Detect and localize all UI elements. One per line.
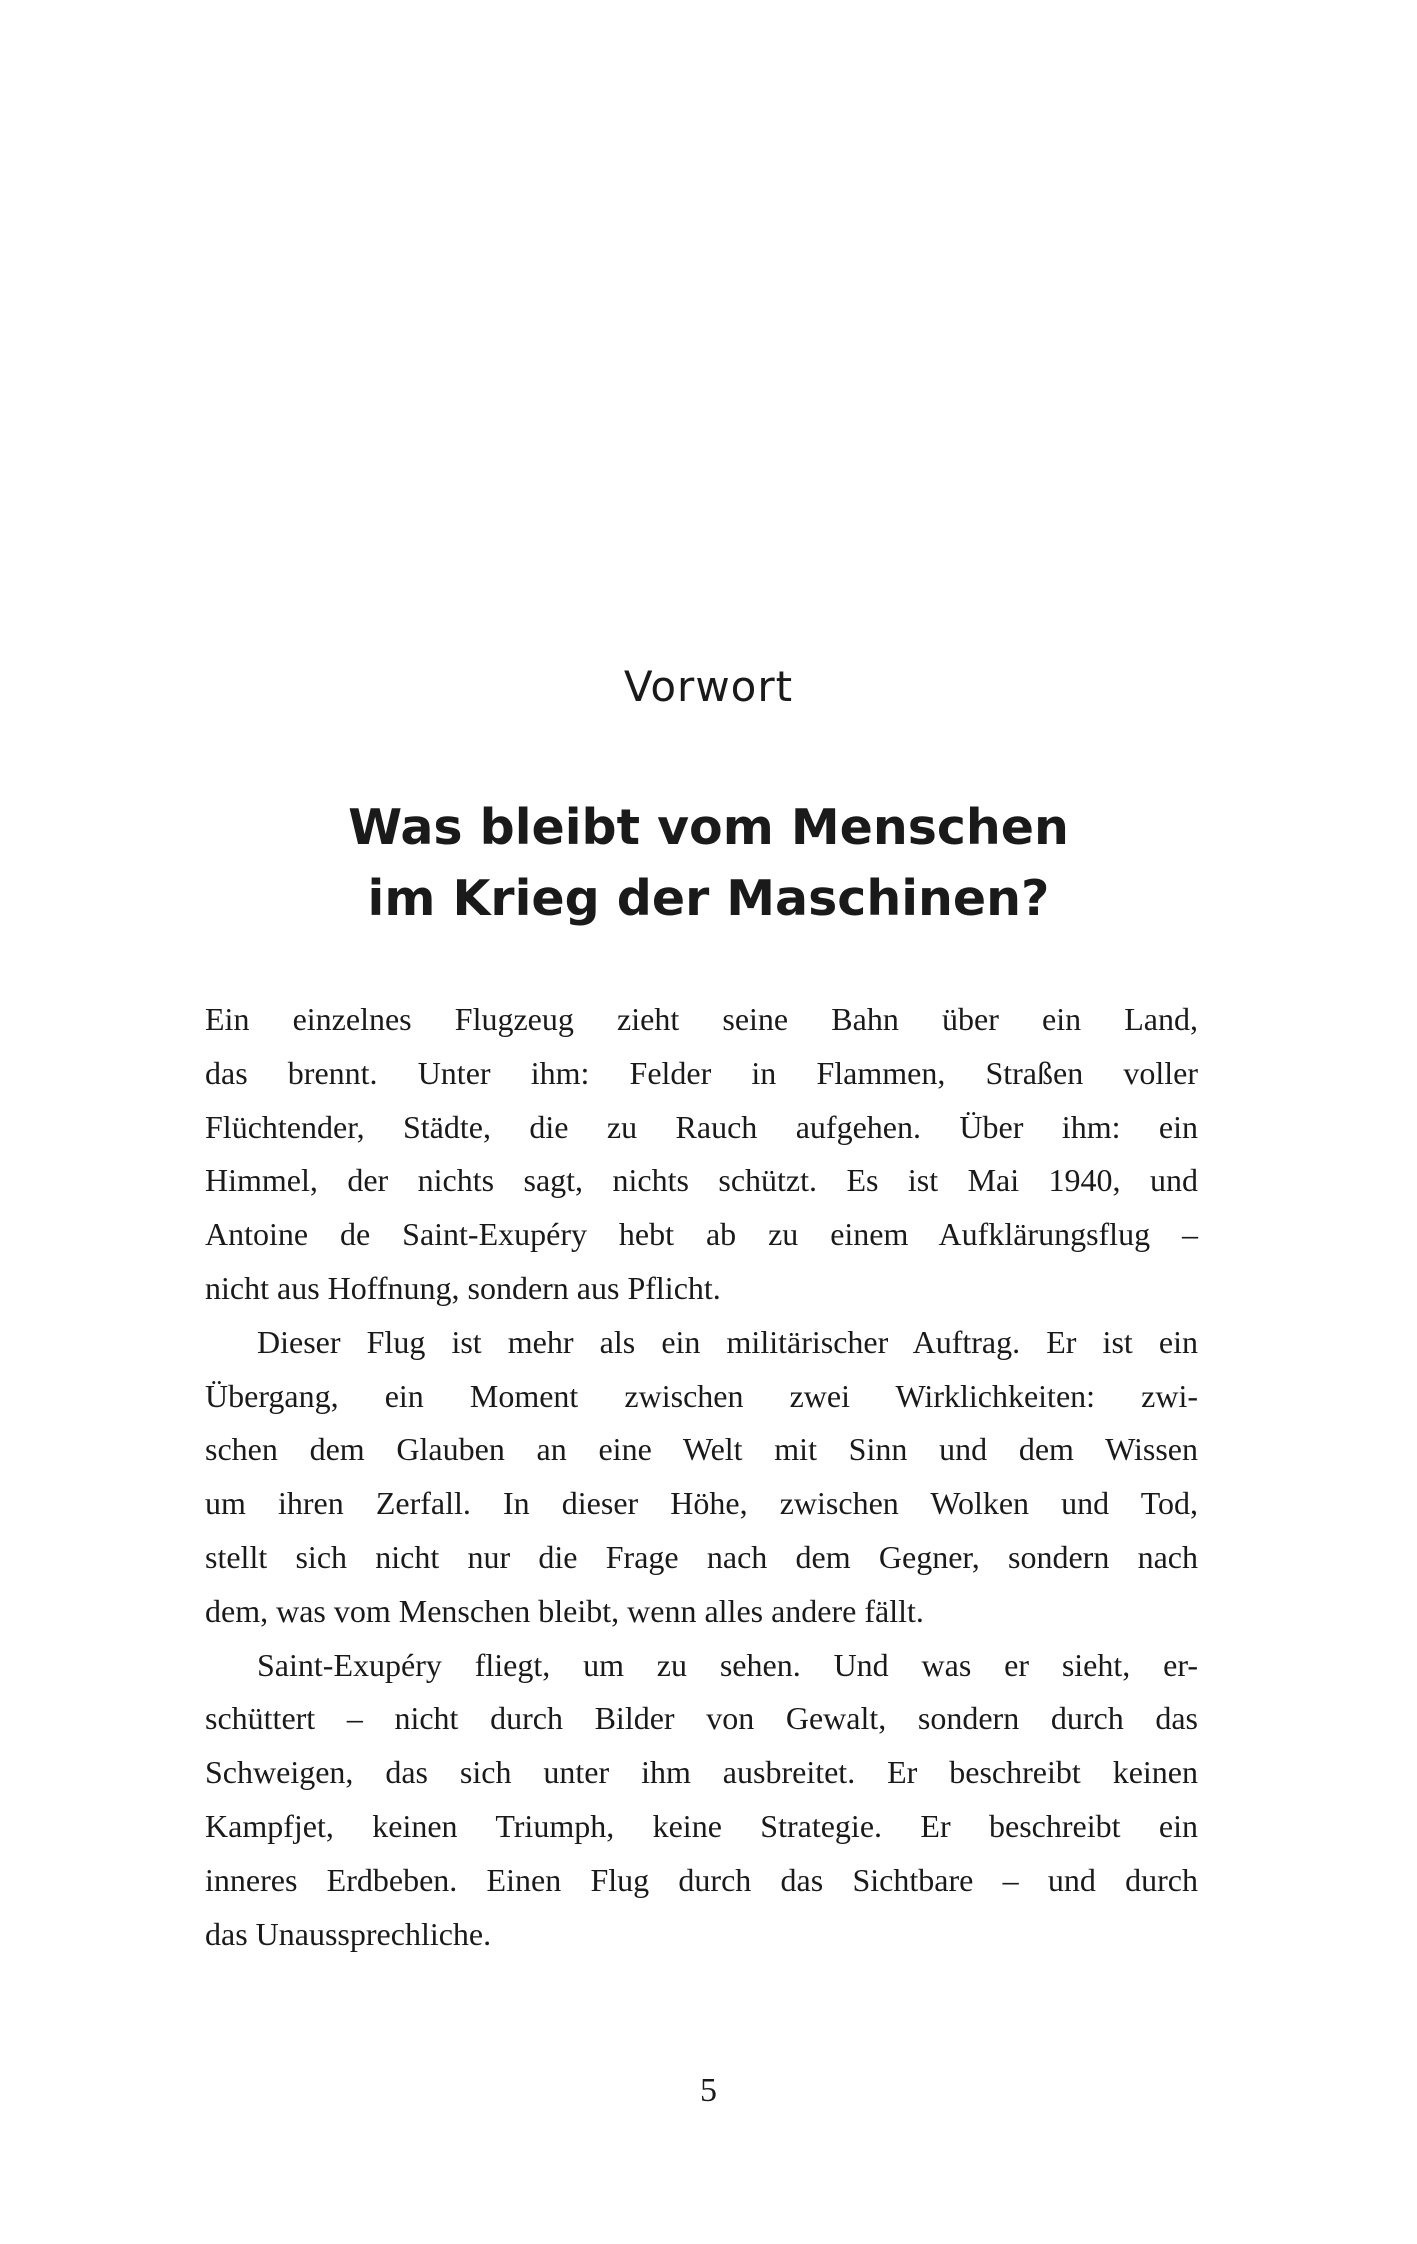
text-line: Dieser Flug ist mehr als ein militärischer Auftrag. Er ist ein [257, 1323, 1198, 1360]
text-line: Ein einzelnes Flugzeug zieht seine Bahn über ein Land, [205, 1001, 1198, 1037]
text-line: schüttert – nicht durch Bilder von Gewalt, sondern durch das [205, 1700, 1198, 1737]
paragraph [205, 1639, 1198, 1962]
text-line: das Unaussprechliche. [205, 1915, 492, 1952]
section-label: Vorwort [623, 662, 794, 711]
text-line: um ihren Zerfall. In dieser Höhe, zwischen Wolken und Tod, [205, 1485, 1198, 1522]
chapter-title [0, 792, 1417, 934]
text-line: Schweigen, das sich unter ihm ausbreitet. Er beschreibt keinen [205, 1754, 1198, 1791]
paragraph [205, 993, 1198, 1316]
text-line: Kampfjet, keinen Triumph, keine Strategie. Er beschreibt ein [205, 1807, 1198, 1844]
text-line: nicht aus Hoffnung, sondern aus Pflicht. [205, 1269, 721, 1306]
text-line: Flüchtender, Städte, die zu Rauch aufgehen. Über ihm: ein [205, 1108, 1198, 1145]
text-line: inneres Erdbeben. Einen Flug durch das Sichtbare – und durch [205, 1861, 1198, 1898]
text-line: Übergang, ein Moment zwischen zwei Wirklichkeiten: zwi- [205, 1377, 1198, 1414]
chapter-title-line: Was bleibt vom Menschen [348, 799, 1069, 856]
page-number: 5 [700, 2072, 717, 2109]
text-line: stellt sich nicht nur die Frage nach dem Gegner, sondern nach [205, 1538, 1198, 1575]
chapter-title-line: im Krieg der Maschinen? [367, 870, 1050, 927]
body-text [205, 993, 1198, 1961]
text-line: Saint-Exupéry fliegt, um zu sehen. Und was er sieht, er- [257, 1646, 1198, 1683]
text-line: Himmel, der nichts sagt, nichts schützt. Es ist Mai 1940, und [205, 1162, 1198, 1199]
text-line: schen dem Glauben an eine Welt mit Sinn und dem Wissen [205, 1431, 1198, 1468]
text-line: Antoine de Saint-Exupéry hebt ab zu einem Aufklärungsflug – [205, 1216, 1198, 1253]
text-line: dem, was vom Menschen bleibt, wenn alles andere fällt. [205, 1592, 924, 1629]
text-line: das brennt. Unter ihm: Felder in Flammen, Straßen voller [205, 1054, 1198, 1091]
paragraph [205, 1316, 1198, 1639]
